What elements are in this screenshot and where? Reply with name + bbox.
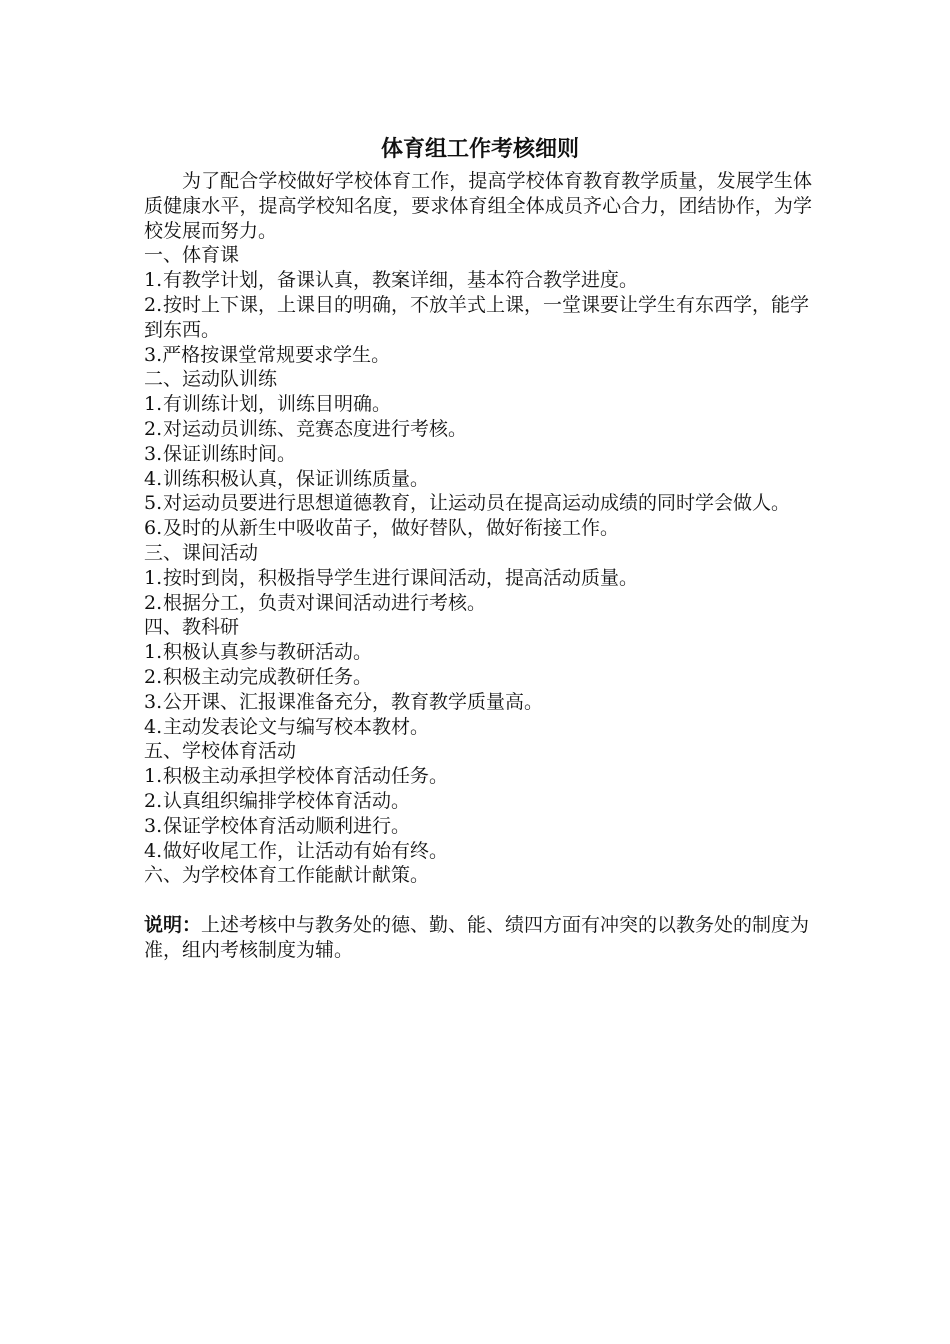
list-item [144,491,812,516]
item-number: 1. [144,269,163,292]
item-number: 3. [144,343,163,366]
item-number: 6. [144,517,163,540]
list-item [144,690,812,715]
list-item [144,417,812,442]
item-text: 根据分工，负责对课间活动进行考核。 [163,591,487,614]
list-item [144,591,812,616]
note-label: 说明： [144,913,202,936]
item-text: 保证训练时间。 [163,442,297,465]
item-text: 认真组织编排学校体育活动。 [163,789,411,812]
list-item [144,665,812,690]
list-item [144,789,812,814]
item-number: 1. [144,566,163,589]
item-text: 对运动员训练、竞赛态度进行考核。 [163,417,468,440]
item-text: 做好收尾工作，让活动有始有终。 [163,839,449,862]
list-item [144,343,812,368]
item-number: 3. [144,442,163,465]
item-number: 2. [144,417,163,440]
list-item [144,839,812,864]
item-text: 主动发表论文与编写校本教材。 [163,715,430,738]
list-item [144,293,812,343]
item-number: 1. [144,765,163,788]
section-heading: 三、课间活动 [144,541,259,564]
item-number: 2. [144,665,163,688]
item-number: 1. [144,641,163,664]
item-text: 积极主动完成教研任务。 [163,665,373,688]
item-number: 5. [144,492,163,515]
intro-paragraph: 为了配合学校做好学校体育工作，提高学校体育教育教学质量，发展学生体质健康水平，提高学校知名度，要求体育组全体成员齐心合力，团结协作，为学校发展而努力。 [144,170,812,242]
list-item [144,467,812,492]
item-text: 保证学校体育活动顺利进行。 [163,814,411,837]
note-text: 上述考核中与教务处的德、勤、能、绩四方面有冲突的以教务处的制度为准，组内考核制度为辅。 [144,913,810,961]
item-text: 积极主动承担学校体育活动任务。 [163,765,449,788]
item-text: 按时到岗，积极指导学生进行课间活动，提高活动质量。 [163,566,639,589]
list-item [144,566,812,591]
item-number: 4. [144,467,163,490]
item-number: 1. [144,393,163,416]
section-heading: 六、为学校体育工作能献计献策。 [144,864,430,887]
item-text: 对运动员要进行思想道德教育，让运动员在提高运动成绩的同时学会做人。 [163,492,791,515]
item-number: 4. [144,715,163,738]
list-item [144,516,812,541]
section-heading: 四、教科研 [144,616,240,639]
item-number: 2. [144,591,163,614]
list-item [144,764,812,789]
item-number: 4. [144,839,163,862]
item-number: 2. [144,789,163,812]
item-number: 3. [144,690,163,713]
document-page [144,132,812,963]
item-text: 公开课、汇报课准备充分，教育教学质量高。 [163,690,544,713]
list-item [144,442,812,467]
item-number: 2. [144,293,163,316]
blank-line [144,888,812,913]
item-text: 严格按课堂常规要求学生。 [162,343,391,366]
item-number: 3. [144,814,163,837]
item-text: 及时的从新生中吸收苗子，做好替队，做好衔接工作。 [163,517,620,540]
list-item [144,640,812,665]
section-heading: 五、学校体育活动 [144,740,297,763]
item-text: 积极认真参与教研活动。 [163,641,373,664]
document-title: 体育组工作考核细则 [380,136,579,162]
list-item [144,715,812,740]
list-item [144,814,812,839]
item-text: 有教学计划，备课认真，教案详细，基本符合教学进度。 [163,269,639,292]
section-heading: 一、体育课 [144,244,240,267]
note-paragraph [144,913,812,963]
section-heading: 二、运动队训练 [144,368,278,391]
list-item [144,268,812,293]
item-text: 训练积极认真，保证训练质量。 [163,467,430,490]
item-text: 有训练计划，训练目明确。 [163,393,392,416]
item-text: 按时上下课，上课目的明确，不放羊式上课，一堂课要让学生有东西学，能学到东西。 [144,293,810,341]
list-item [144,392,812,417]
